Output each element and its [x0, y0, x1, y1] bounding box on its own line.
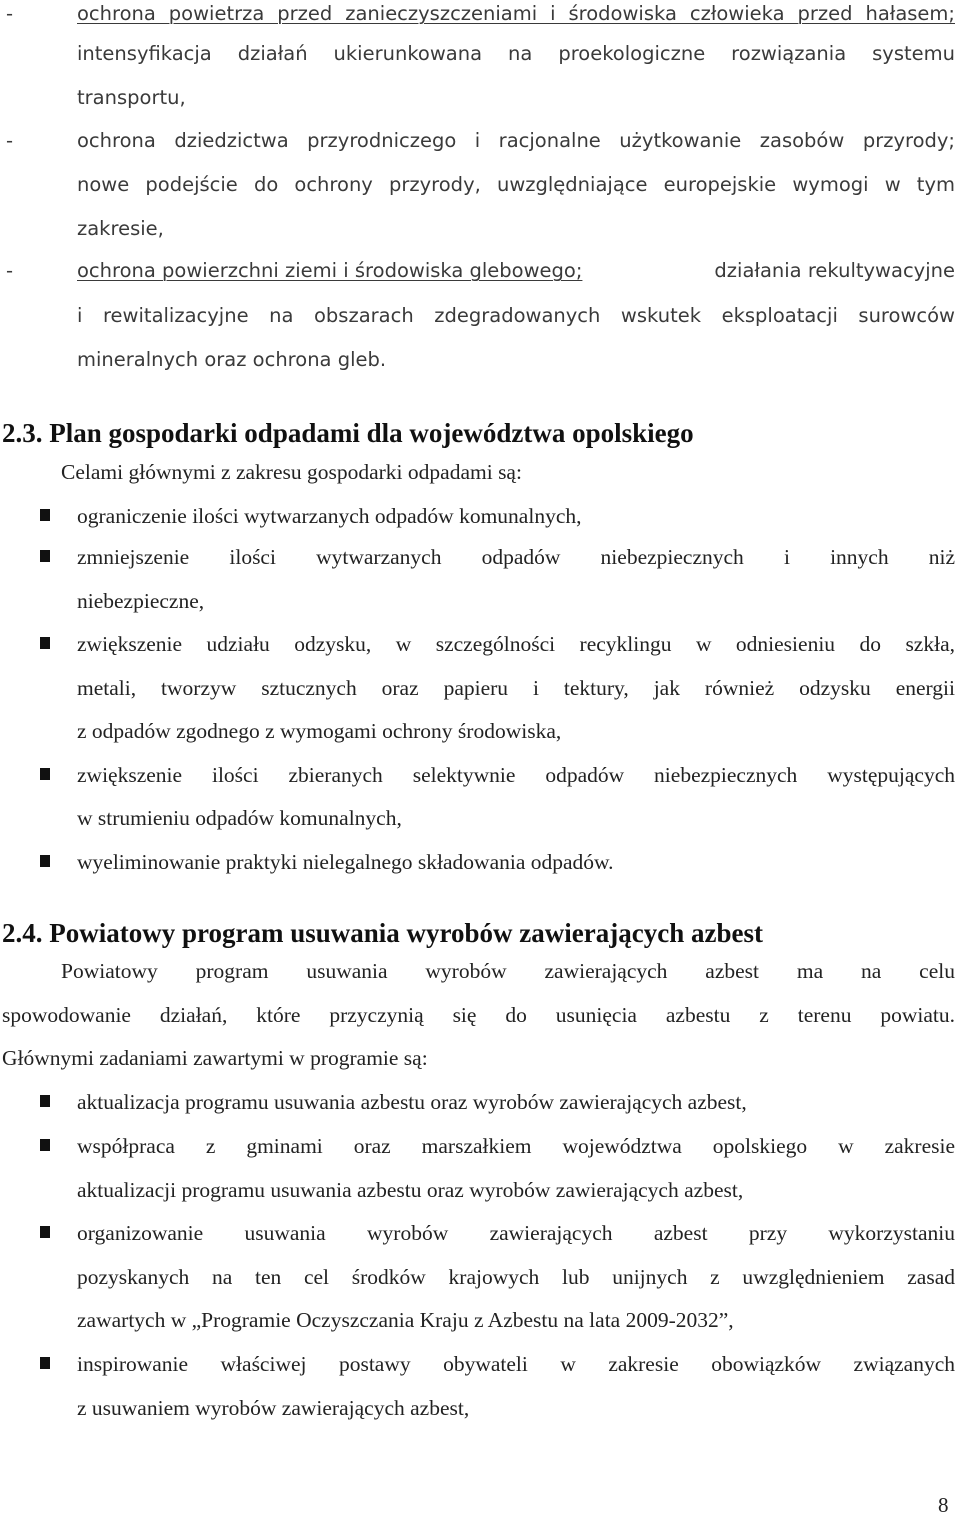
section-intro: Celami głównymi z zakresu gospodarki odpadami są:: [61, 460, 522, 484]
list-item-line: działania rekultywacyjne: [714, 259, 955, 282]
square-bullet-icon: [40, 1095, 50, 1107]
list-item-line: metali, tworzyw sztucznych oraz papieru i tektury, jak również odzysku energii: [77, 676, 955, 700]
square-bullet-icon: [40, 855, 50, 867]
list-item-line: niebezpieczne,: [77, 589, 205, 613]
dash-bullet: -: [6, 2, 14, 25]
list-item-line: z odpadów zgodnego z wymogami ochrony środowiska,: [77, 719, 562, 743]
list-item-line: zawartych w „Programie Oczyszczania Kraju z Azbestu na lata 2009-2032”,: [77, 1308, 734, 1332]
list-item-line: współpraca z gminami oraz marszałkiem województwa opolskiego w zakresie: [77, 1134, 955, 1158]
paragraph-line: spowodowanie działań, które przyczynią się do usunięcia azbestu z terenu powiatu.: [2, 1003, 955, 1027]
list-item-line: zakresie,: [77, 217, 164, 240]
list-item-line: intensyfikacja działań ukierunkowana na proekologiczne rozwiązania systemu: [77, 42, 955, 65]
list-item-line: zwiększenie ilości zbieranych selektywnie odpadów niebezpiecznych występujących: [77, 763, 955, 787]
list-item-line: aktualizacji programu usuwania azbestu oraz wyrobów zawierających azbest,: [77, 1178, 744, 1202]
square-bullet-icon: [40, 1139, 50, 1151]
square-bullet-icon: [40, 550, 50, 562]
square-bullet-icon: [40, 1226, 50, 1238]
list-item-line: mineralnych oraz ochrona gleb.: [77, 348, 387, 371]
list-item-line: zwiększenie udziału odzysku, w szczególności recyklingu w odniesieniu do szkła,: [77, 632, 955, 656]
list-item-line: w strumieniu odpadów komunalnych,: [77, 806, 402, 830]
list-item-line: organizowanie usuwania wyrobów zawierających azbest przy wykorzystaniu: [77, 1221, 955, 1245]
paragraph-line: Powiatowy program usuwania wyrobów zawierających azbest ma na celu: [61, 959, 955, 983]
square-bullet-icon: [40, 637, 50, 649]
list-item-line: pozyskanych na ten cel środków krajowych lub unijnych z uwzględnieniem zasad: [77, 1265, 955, 1289]
section-heading: 2.3. Plan gospodarki odpadami dla województwa opolskiego: [2, 418, 694, 448]
list-item-line: ochrona dziedzictwa przyrodniczego i racjonalne użytkowanie zasobów przyrody;: [77, 129, 955, 152]
list-item-line: ograniczenie ilości wytwarzanych odpadów komunalnych,: [77, 504, 582, 528]
square-bullet-icon: [40, 509, 50, 521]
list-item-line: zmniejszenie ilości wytwarzanych odpadów niebezpiecznych i innych niż: [77, 545, 955, 569]
list-item-line: transportu,: [77, 86, 186, 109]
square-bullet-icon: [40, 1357, 50, 1369]
paragraph-line: Głównymi zadaniami zawartymi w programie są:: [2, 1046, 428, 1070]
dash-bullet: -: [6, 129, 14, 152]
list-item-line: aktualizacja programu usuwania azbestu oraz wyrobów zawierających azbest,: [77, 1090, 747, 1114]
list-item-line: ochrona powierzchni ziemi i środowiska glebowego;: [77, 259, 583, 282]
list-item-line: inspirowanie właściwej postawy obywateli w zakresie obowiązków związanych: [77, 1352, 955, 1376]
list-item-line: ochrona powietrza przed zanieczyszczeniami i środowiska człowieka przed hałasem;: [77, 2, 955, 25]
list-item-line: nowe podejście do ochrony przyrody, uwzględniające europejskie wymogi w tym: [77, 173, 955, 196]
page-number: 8: [938, 1493, 949, 1517]
list-item-line: z usuwaniem wyrobów zawierających azbest,: [77, 1396, 470, 1420]
section-heading: 2.4. Powiatowy program usuwania wyrobów zawierających azbest: [2, 918, 763, 948]
square-bullet-icon: [40, 768, 50, 780]
list-item-line: i rewitalizacyjne na obszarach zdegradowanych wskutek eksploatacji surowców: [77, 304, 955, 327]
list-item-line: wyeliminowanie praktyki nielegalnego składowania odpadów.: [77, 850, 614, 874]
dash-bullet: -: [6, 259, 14, 282]
